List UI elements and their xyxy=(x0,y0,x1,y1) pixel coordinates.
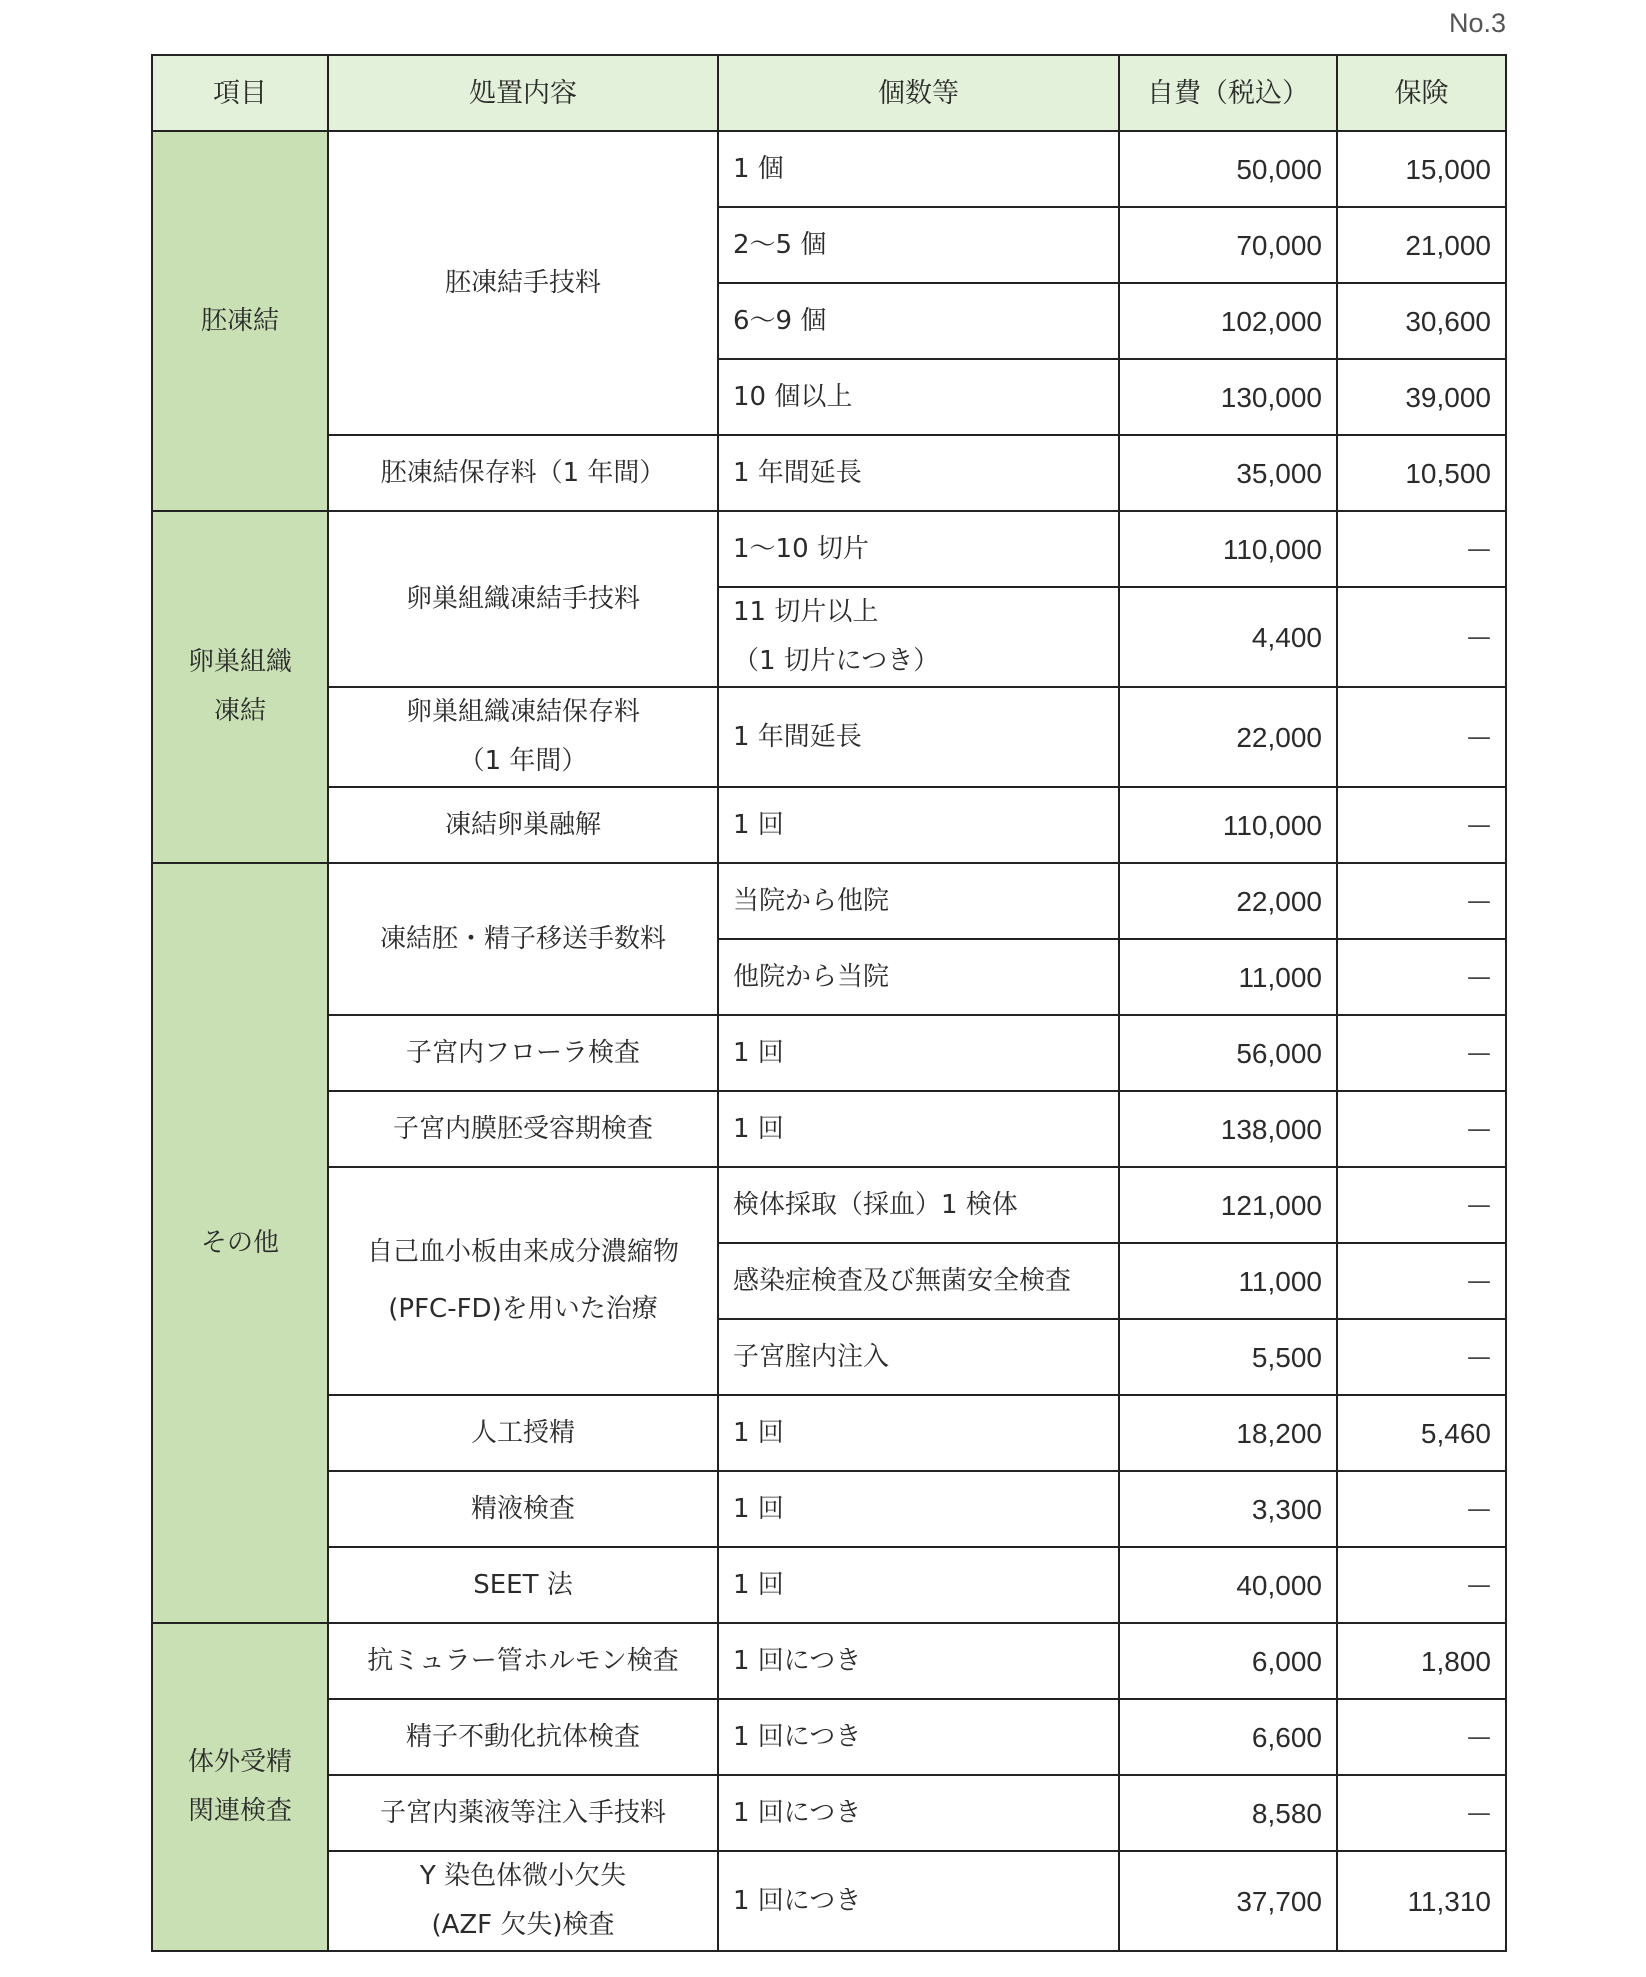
insurance-cell: — xyxy=(1337,1243,1506,1319)
table-row xyxy=(152,435,1506,511)
procedure-cell: 胚凍結手技料 xyxy=(328,131,718,435)
quantity-cell: 1 年間延長 xyxy=(718,687,1119,787)
insurance-cell: — xyxy=(1337,1319,1506,1395)
category-cell: 胚凍結 xyxy=(152,131,328,511)
insurance-cell: — xyxy=(1337,863,1506,939)
self-pay-cell: 40,000 xyxy=(1119,1547,1337,1623)
table-row xyxy=(152,863,1506,939)
insurance-cell: 11,310 xyxy=(1337,1851,1506,1951)
insurance-cell: — xyxy=(1337,1547,1506,1623)
header-insurance: 保険 xyxy=(1337,55,1506,131)
insurance-cell: 5,460 xyxy=(1337,1395,1506,1471)
quantity-cell: 1〜10 切片 xyxy=(718,511,1119,587)
quantity-cell: 1 回につき xyxy=(718,1851,1119,1951)
category-cell: 卵巣組織 凍結 xyxy=(152,511,328,863)
quantity-cell: 1 回 xyxy=(718,1471,1119,1547)
insurance-cell: — xyxy=(1337,1775,1506,1851)
category-cell: 体外受精 関連検査 xyxy=(152,1623,328,1951)
self-pay-cell: 11,000 xyxy=(1119,939,1337,1015)
header-quantity: 個数等 xyxy=(718,55,1119,131)
quantity-cell: 1 個 xyxy=(718,131,1119,207)
table-row xyxy=(152,1851,1506,1951)
category-cell: その他 xyxy=(152,863,328,1623)
insurance-cell: — xyxy=(1337,1091,1506,1167)
quantity-cell: 1 回 xyxy=(718,1395,1119,1471)
self-pay-cell: 18,200 xyxy=(1119,1395,1337,1471)
insurance-cell: — xyxy=(1337,1015,1506,1091)
quantity-cell: 感染症検査及び無菌安全検査 xyxy=(718,1243,1119,1319)
quantity-cell: 6〜9 個 xyxy=(718,283,1119,359)
procedure-cell: 卵巣組織凍結保存料 （1 年間） xyxy=(328,687,718,787)
self-pay-cell: 35,000 xyxy=(1119,435,1337,511)
procedure-cell: 卵巣組織凍結手技料 xyxy=(328,511,718,687)
header-procedure: 処置内容 xyxy=(328,55,718,131)
insurance-cell: — xyxy=(1337,511,1506,587)
self-pay-cell: 22,000 xyxy=(1119,863,1337,939)
quantity-cell: 1 回 xyxy=(718,1015,1119,1091)
procedure-cell: Y 染色体微小欠失 (AZF 欠失)検査 xyxy=(328,1851,718,1951)
table-row xyxy=(152,1775,1506,1851)
self-pay-cell: 102,000 xyxy=(1119,283,1337,359)
table-row xyxy=(152,1623,1506,1699)
quantity-cell: 2〜5 個 xyxy=(718,207,1119,283)
procedure-cell: 人工授精 xyxy=(328,1395,718,1471)
table-row xyxy=(152,1471,1506,1547)
self-pay-cell: 6,000 xyxy=(1119,1623,1337,1699)
quantity-cell: 11 切片以上 （1 切片につき） xyxy=(718,587,1119,687)
table-row xyxy=(152,1091,1506,1167)
insurance-cell: — xyxy=(1337,1471,1506,1547)
self-pay-cell: 121,000 xyxy=(1119,1167,1337,1243)
insurance-cell: 30,600 xyxy=(1337,283,1506,359)
self-pay-cell: 37,700 xyxy=(1119,1851,1337,1951)
self-pay-cell: 6,600 xyxy=(1119,1699,1337,1775)
header-row xyxy=(152,55,1506,131)
insurance-cell: — xyxy=(1337,1699,1506,1775)
insurance-cell: 1,800 xyxy=(1337,1623,1506,1699)
procedure-cell: 子宮内フローラ検査 xyxy=(328,1015,718,1091)
insurance-cell: 21,000 xyxy=(1337,207,1506,283)
insurance-cell: — xyxy=(1337,687,1506,787)
self-pay-cell: 110,000 xyxy=(1119,787,1337,863)
quantity-cell: 1 回 xyxy=(718,787,1119,863)
insurance-cell: 15,000 xyxy=(1337,131,1506,207)
page-number: No.3 xyxy=(1448,8,1506,38)
quantity-cell: 検体採取（採血）1 検体 xyxy=(718,1167,1119,1243)
quantity-cell: 1 回につき xyxy=(718,1699,1119,1775)
procedure-cell: 子宮内薬液等注入手技料 xyxy=(328,1775,718,1851)
procedure-cell: 凍結胚・精子移送手数料 xyxy=(328,863,718,1015)
self-pay-cell: 130,000 xyxy=(1119,359,1337,435)
header-self-pay: 自費（税込） xyxy=(1119,55,1337,131)
self-pay-cell: 110,000 xyxy=(1119,511,1337,587)
self-pay-cell: 56,000 xyxy=(1119,1015,1337,1091)
procedure-cell: 抗ミュラー管ホルモン検査 xyxy=(328,1623,718,1699)
insurance-cell: 10,500 xyxy=(1337,435,1506,511)
procedure-cell: 自己血小板由来成分濃縮物 (PFC-FD)を用いた治療 xyxy=(328,1167,718,1395)
table-row xyxy=(152,1395,1506,1471)
table-row xyxy=(152,1167,1506,1243)
insurance-cell: — xyxy=(1337,939,1506,1015)
table-row xyxy=(152,687,1506,787)
quantity-cell: 子宮腟内注入 xyxy=(718,1319,1119,1395)
procedure-cell: 胚凍結保存料（1 年間） xyxy=(328,435,718,511)
procedure-cell: 子宮内膜胚受容期検査 xyxy=(328,1091,718,1167)
self-pay-cell: 8,580 xyxy=(1119,1775,1337,1851)
quantity-cell: 1 回 xyxy=(718,1091,1119,1167)
table-row xyxy=(152,787,1506,863)
quantity-cell: 10 個以上 xyxy=(718,359,1119,435)
self-pay-cell: 50,000 xyxy=(1119,131,1337,207)
insurance-cell: — xyxy=(1337,587,1506,687)
quantity-cell: 1 回 xyxy=(718,1547,1119,1623)
self-pay-cell: 4,400 xyxy=(1119,587,1337,687)
table-row xyxy=(152,1547,1506,1623)
table-row xyxy=(152,1699,1506,1775)
quantity-cell: 1 回につき xyxy=(718,1623,1119,1699)
self-pay-cell: 22,000 xyxy=(1119,687,1337,787)
header-category: 項目 xyxy=(152,55,328,131)
self-pay-cell: 138,000 xyxy=(1119,1091,1337,1167)
procedure-cell: 精子不動化抗体検査 xyxy=(328,1699,718,1775)
procedure-cell: 精液検査 xyxy=(328,1471,718,1547)
self-pay-cell: 3,300 xyxy=(1119,1471,1337,1547)
table-row xyxy=(152,511,1506,587)
procedure-cell: 凍結卵巣融解 xyxy=(328,787,718,863)
procedure-cell: SEET 法 xyxy=(328,1547,718,1623)
insurance-cell: — xyxy=(1337,787,1506,863)
quantity-cell: 1 回につき xyxy=(718,1775,1119,1851)
table-row xyxy=(152,131,1506,207)
table-row xyxy=(152,1015,1506,1091)
insurance-cell: — xyxy=(1337,1167,1506,1243)
insurance-cell: 39,000 xyxy=(1337,359,1506,435)
self-pay-cell: 70,000 xyxy=(1119,207,1337,283)
quantity-cell: 他院から当院 xyxy=(718,939,1119,1015)
quantity-cell: 当院から他院 xyxy=(718,863,1119,939)
quantity-cell: 1 年間延長 xyxy=(718,435,1119,511)
fee-table xyxy=(151,54,1507,1952)
self-pay-cell: 11,000 xyxy=(1119,1243,1337,1319)
self-pay-cell: 5,500 xyxy=(1119,1319,1337,1395)
